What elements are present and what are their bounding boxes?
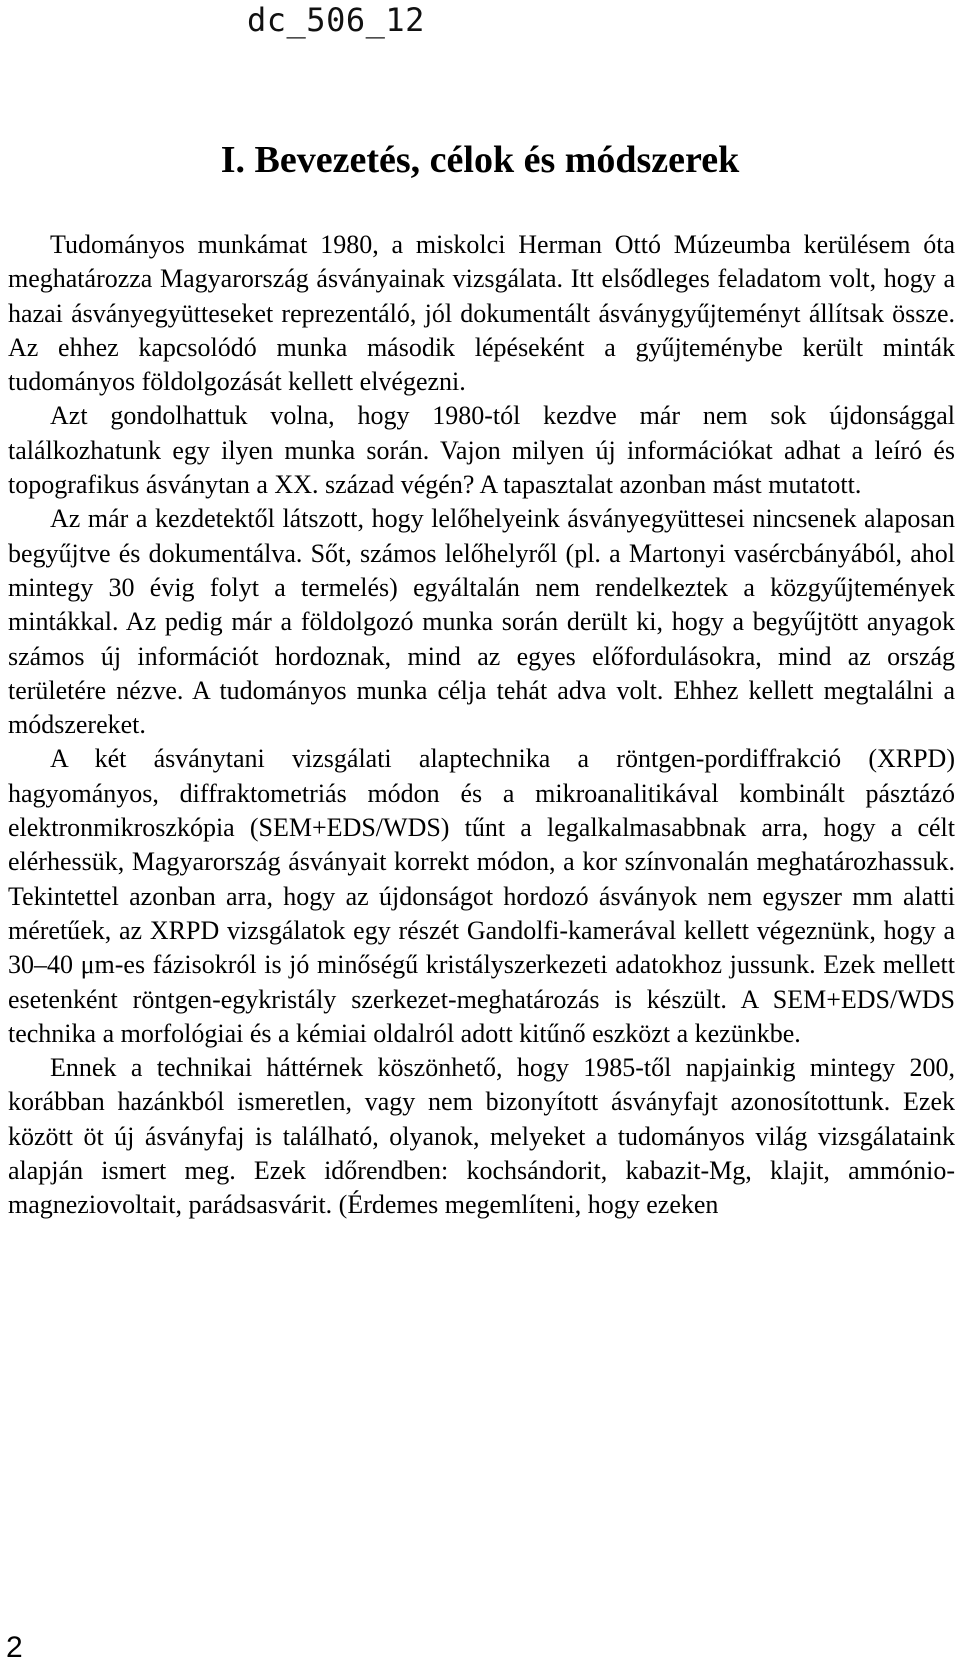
- paragraph-4: A két ásványtani vizsgálati alaptechnika a röntgen-pordiffrakció (XRPD) hagyományos, diffraktometriás módon és a mikroanalitikával kombinált pásztázó elektronmikroszkópia (SEM+EDS/WDS) tűnt a legalkalmasabbnak arra, hogy a célt elérhessük, Magyarország ásványait korrekt módon, a kor színvonalán meghatározhassuk. Tekintettel azonban arra, hogy az újdonságot hordozó ásványok nem egyszer mm alatti méretűek, az XRPD vizsgálatok egy részét Gandolfi-kamerával kellett végeznünk, hogy a 30–40 μm-es fázisokról is jó minőségű kristályszerkezeti adatokhoz jussunk. Ezek mellett esetenként röntgen-egykristály szerkezet-meghatározás is készült. A SEM+EDS/WDS technika a morfológiai és a kémiai oldalról adott kitűnő eszközt a kezünkbe.: [8, 744, 955, 1048]
- body-text: [8, 228, 955, 1223]
- paragraph-5: Ennek a technikai háttérnek köszönhető, hogy 1985-től napjainkig mintegy 200, korábban hazánkból ismeretlen, vagy nem bizonyított ásványfajt azonosítottunk. Ezek között öt új ásványfaj is található, olyanok, melyeket a tudományos világ vizsgálataink alapján ismert meg. Ezek időrendben: kochsándorit, kabazit-Mg, klajit, ammónio-magneziovoltait, parádsasvárit. (Érdemes megemlíteni, hogy ezeken: [8, 1053, 955, 1220]
- page-number: 2: [6, 1631, 23, 1664]
- paragraph-2: Azt gondolhattuk volna, hogy 1980-tól kezdve már nem sok újdonsággal találkozhatunk egy ilyen munka során. Vajon milyen új információkat adhat a leíró és topografikus ásványtan a XX. század végén? A tapasztalat azonban mást mutatott.: [8, 401, 955, 500]
- chapter-title: I. Bevezetés, célok és módszerek: [220, 139, 740, 181]
- document-id-header: dc_506_12: [247, 1, 425, 39]
- paragraph-3: Az már a kezdetektől látszott, hogy lelőhelyeink ásványegyüttesei nincsenek alaposan begyűjtve és dokumentálva. Sőt, számos lelőhelyről (pl. a Martonyi vasércbányából, ahol mintegy 30 évig folyt a termelés) egyáltalán nem rendelkeztek a közgyűjtemények mintákkal. Az pedig már a földolgozó munka során derült ki, hogy a begyűjtött anyagok számos új információt hordoznak, mind az egyes előfordulásokra, mind az ország területére nézve. A tudományos munka célja tehát adva volt. Ehhez kellett megtalálni a módszereket.: [8, 504, 955, 740]
- paragraph-1: Tudományos munkámat 1980, a miskolci Herman Ottó Múzeumba kerülésem óta meghatározza Magyarország ásványainak vizsgálata. Itt elsődleges feladatom volt, hogy a hazai ásványegyütteseket reprezentáló, jól dokumentált ásványgyűjteményt állítsak össze. Az ehhez kapcsolódó munka második lépéseként a gyűjteménybe került minták tudományos földolgozását kellett elvégezni.: [8, 230, 955, 397]
